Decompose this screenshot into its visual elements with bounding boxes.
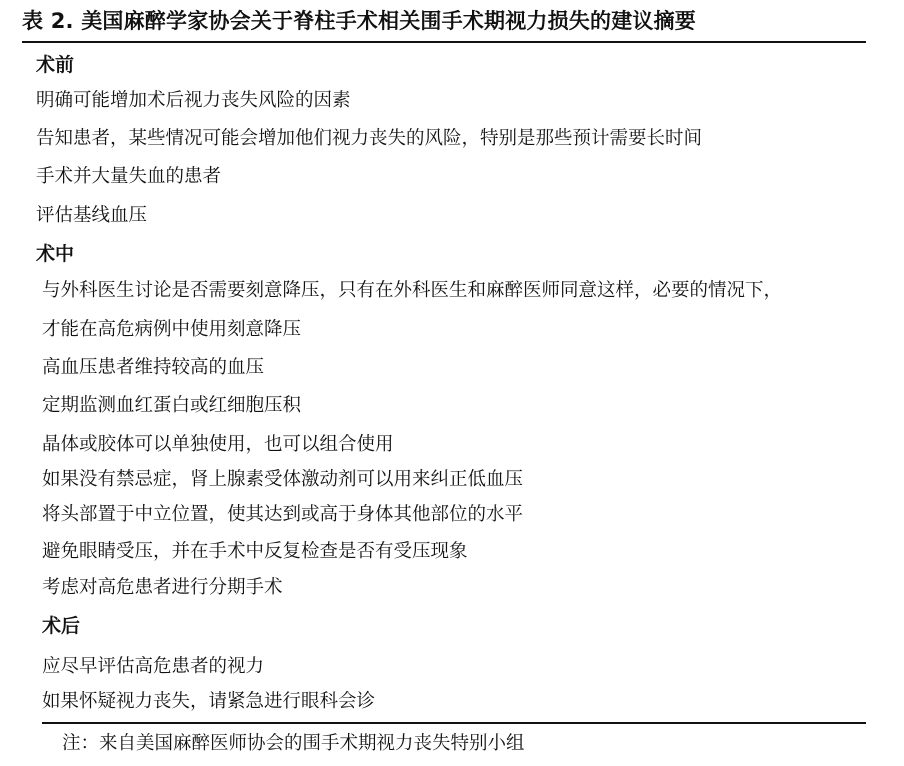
preop-item-3: 手术并大量失血的患者 — [36, 166, 222, 187]
postop-item-1: 应尽早评估高危患者的视力 — [42, 656, 265, 677]
intraop-item-7: 将头部置于中立位置，使其达到或高于身体其他部位的水平 — [42, 504, 524, 525]
bottom-rule — [42, 722, 866, 724]
preop-item-2: 告知患者，某些情况可能会增加他们视力丧失的风险，特别是那些预计需要长时间 — [36, 128, 703, 149]
preop-item-4: 评估基线血压 — [36, 205, 148, 226]
section-heading-intraop: 术中 — [36, 243, 75, 265]
intraop-item-5: 晶体或胶体可以单独使用，也可以组合使用 — [42, 434, 394, 455]
postop-item-2: 如果怀疑视力丧失，请紧急进行眼科会诊 — [42, 691, 376, 712]
intraop-item-8: 避免眼睛受压，并在手术中反复检查是否有受压现象 — [42, 541, 468, 562]
table-title: 表 2. 美国麻醉学家协会关于脊柱手术相关围手术期视力损失的建议摘要 — [22, 9, 697, 33]
preop-item-1: 明确可能增加术后视力丧失风险的因素 — [36, 90, 351, 111]
intraop-item-2: 才能在高危病例中使用刻意降压 — [42, 319, 302, 340]
section-heading-preop: 术前 — [36, 54, 75, 76]
section-heading-postop: 术后 — [42, 615, 81, 637]
intraop-item-9: 考虑对高危患者进行分期手术 — [42, 577, 283, 598]
intraop-item-4: 定期监测血红蛋白或红细胞压积 — [42, 395, 302, 416]
intraop-item-1: 与外科医生讨论是否需要刻意降压，只有在外科医生和麻醉医师同意这样，必要的情况下， — [42, 280, 783, 301]
table-footnote: 注：来自美国麻醉医师协会的围手术期视力丧失特别小组 — [62, 733, 525, 754]
intraop-item-3: 高血压患者维持较高的血压 — [42, 357, 265, 378]
intraop-item-6: 如果没有禁忌症，肾上腺素受体激动剂可以用来纠正低血压 — [42, 469, 524, 490]
top-rule — [22, 41, 866, 43]
